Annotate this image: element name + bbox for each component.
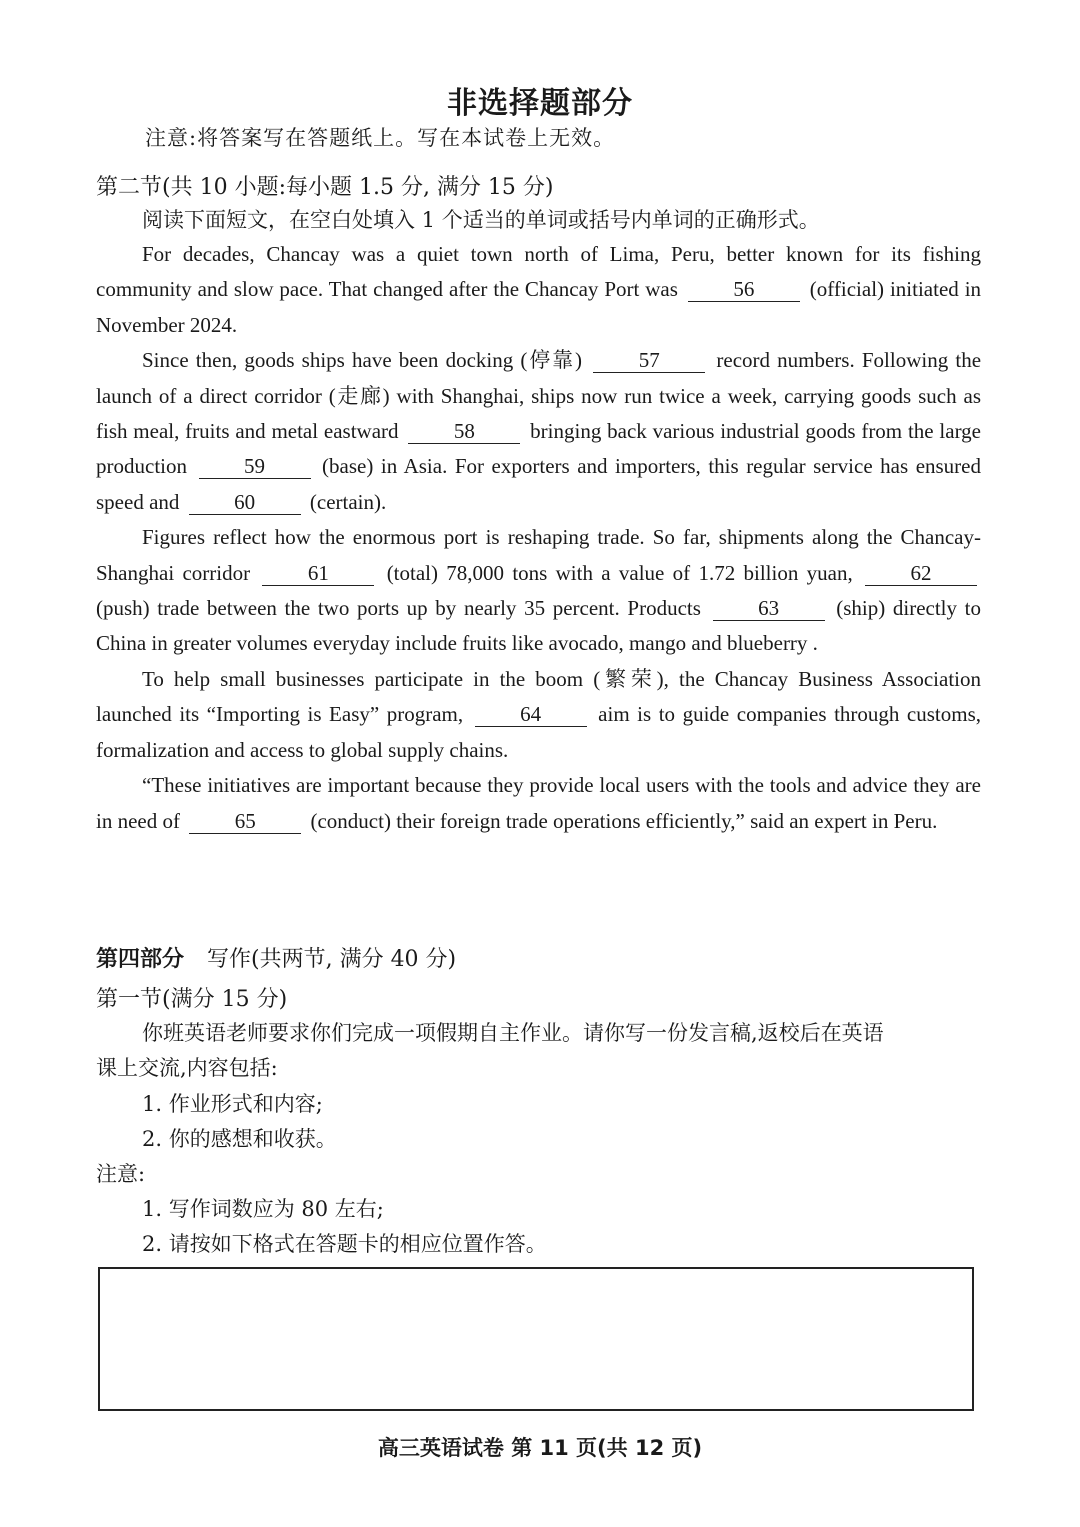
paragraph-1	[96, 237, 981, 343]
paragraph-text: “These initiatives are important because they provide local users with the tools and advice they are in need of	[96, 773, 981, 833]
writing-prompt-line1: 你班英语老师要求你们完成一项假期自主作业。请你写一份发言稿,返校后在英语	[142, 1021, 884, 1045]
blank-65[interactable]: 65	[189, 809, 301, 834]
paragraph-2	[96, 343, 981, 520]
page-footer: 高三英语试卷 第 11 页(共 12 页)	[377, 1436, 703, 1460]
blank-57[interactable]: 57	[593, 348, 705, 373]
writing-note-1: 1. 写作词数应为 80 左右;	[142, 1197, 384, 1221]
paragraph-text: Figures reflect how the enormous port is reshaping trade. So far, shipments along the Chancay-Shanghai corridor	[96, 525, 981, 585]
paragraph-text: (ship) directly to China in greater volumes everyday include fruits like avocado, mango and blueberry .	[96, 596, 982, 656]
paragraph-text: bringing back various industrial goods from the large production	[96, 419, 982, 479]
paragraph-3	[96, 520, 981, 662]
writing-note-2: 2. 请按如下格式在答题卡的相应位置作答。	[142, 1232, 547, 1256]
paragraph-text: To help small businesses participate in the boom (繁荣), the Chancay Business Association launched its “Importing is Easy” program,	[96, 666, 981, 727]
paragraph-text: (official) initiated in November 2024.	[96, 277, 982, 337]
part4-heading	[96, 942, 456, 973]
blank-60[interactable]: 60	[189, 490, 301, 515]
page-title: 非选择题部分	[447, 86, 633, 121]
blank-58[interactable]: 58	[408, 419, 520, 444]
paragraph-text: (push) trade between the two ports up by nearly 35 percent. Products	[96, 596, 701, 621]
blank-62[interactable]: 62	[865, 561, 977, 586]
paragraph-text: aim is to guide companies through customs, formalization and access to global supply chains.	[96, 702, 982, 762]
paragraph-text: record numbers. Following the launch of a direct corridor (走廊) with Shanghai, ships now run twice a week, carrying goods such as fish meal, fruits and metal eastward	[96, 348, 982, 444]
paragraph-4	[96, 662, 981, 768]
blank-61[interactable]: 61	[262, 561, 374, 586]
blank-59[interactable]: 59	[199, 454, 311, 479]
section2-instruction: 阅读下面短文，在空白处填入 1 个适当的单词或括号内单词的正确形式。	[142, 208, 820, 232]
blank-63[interactable]: 63	[713, 596, 825, 621]
section2-heading: 第二节(共 10 小题:每小题 1.5 分, 满分 15 分)	[96, 175, 554, 200]
answer-notice: 注意:将答案写在答题纸上。写在本试卷上无效。	[145, 126, 616, 150]
blank-56[interactable]: 56	[688, 277, 800, 302]
writing-section1-heading: 第一节(满分 15 分)	[96, 987, 288, 1012]
paragraph-text: Since then, goods ships have been docking (停靠)	[142, 348, 583, 373]
paragraph-text: (certain).	[309, 489, 387, 514]
paragraph-text: For decades, Chancay was a quiet town north of Lima, Peru, better known for its fishing community and slow pace. That changed after the Chancay Port was	[96, 242, 981, 302]
paragraph-text: (base) in Asia. For exporters and importers, this regular service has ensured speed and	[96, 454, 981, 514]
part4-title: 写作(共两节, 满分 40 分)	[207, 947, 457, 972]
blank-64[interactable]: 64	[475, 702, 587, 727]
writing-notice-label: 注意:	[96, 1162, 146, 1186]
part4-label: 第四部分	[96, 947, 185, 972]
paragraph-text: (total) 78,000 tons with a value of 1.72 billion yuan,	[386, 560, 853, 585]
paragraph-text: (conduct) their foreign trade operations efficiently,” said an expert in Peru.	[310, 808, 938, 833]
paragraph-5	[96, 768, 981, 839]
writing-item-2: 2. 你的感想和收获。	[142, 1127, 337, 1151]
cloze-passage	[96, 237, 981, 839]
answer-box[interactable]	[98, 1267, 974, 1411]
writing-item-1: 1. 作业形式和内容;	[142, 1092, 323, 1116]
writing-prompt-line2: 课上交流,内容包括:	[96, 1056, 278, 1080]
